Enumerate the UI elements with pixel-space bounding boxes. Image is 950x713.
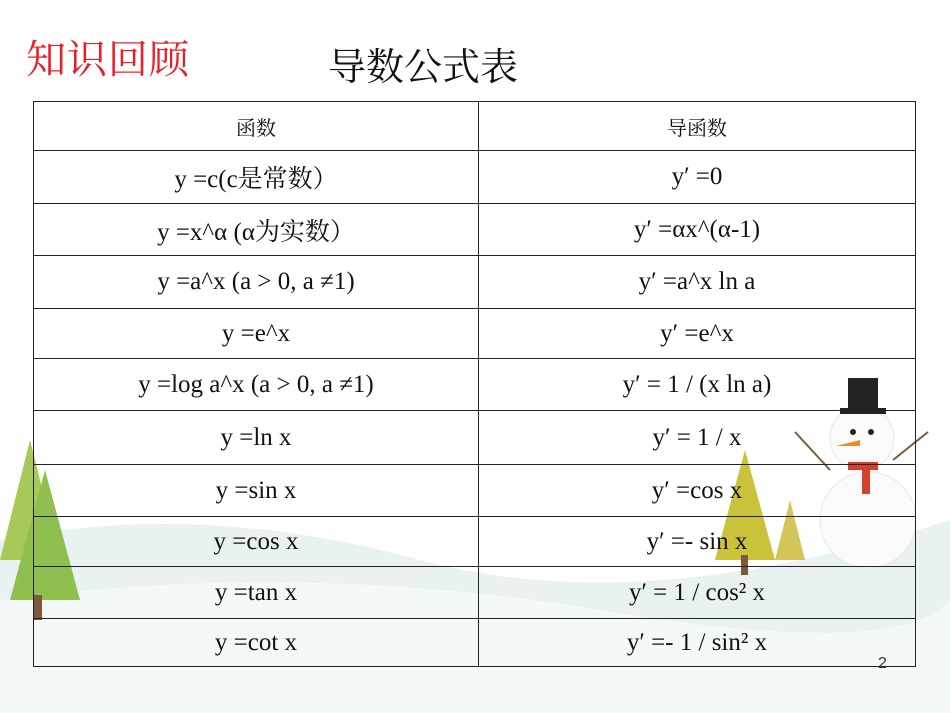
table-row [34, 309, 916, 359]
derivative-cell: y′ =- 1 / sin² x [479, 619, 916, 667]
function-cell: y =cos x [34, 517, 479, 567]
function-cell: y =ln x [34, 411, 479, 465]
function-cell: y =x^α (α为实数） [34, 204, 479, 256]
page-number: 2 [878, 655, 887, 672]
derivative-cell: y′ = 1 / cos² x [479, 567, 916, 619]
derivative-cell: y′ =a^x ln a [479, 256, 916, 309]
column-header-function: 函数 [34, 102, 479, 151]
function-cell: y =sin x [34, 465, 479, 517]
derivative-cell: y′ = 1 / x [479, 411, 916, 465]
function-cell: y =log a^x (a > 0, a ≠1) [34, 359, 479, 411]
table-header-row [34, 102, 916, 151]
table-row [34, 204, 916, 256]
derivative-cell: y′ =αx^(α-1) [479, 204, 916, 256]
derivative-formula-table [33, 101, 916, 667]
derivative-cell: y′ =e^x [479, 309, 916, 359]
column-header-derivative: 导函数 [479, 102, 916, 151]
table-row [34, 567, 916, 619]
derivative-cell: y′ = 1 / (x ln a) [479, 359, 916, 411]
table-row [34, 359, 916, 411]
function-cell: y =tan x [34, 567, 479, 619]
table-row [34, 619, 916, 667]
function-cell: y =a^x (a > 0, a ≠1) [34, 256, 479, 309]
derivative-cell: y′ =- sin x [479, 517, 916, 567]
table-row [34, 256, 916, 309]
derivative-cell: y′ =cos x [479, 465, 916, 517]
section-title: 知识回顾 [26, 37, 190, 83]
table-row [34, 411, 916, 465]
function-cell: y =cot x [34, 619, 479, 667]
derivative-cell: y′ =0 [479, 151, 916, 204]
function-cell: y =c(c是常数） [34, 151, 479, 204]
table-row [34, 517, 916, 567]
page-title: 导数公式表 [328, 45, 519, 89]
table-row [34, 151, 916, 204]
function-cell: y =e^x [34, 309, 479, 359]
table-row [34, 465, 916, 517]
